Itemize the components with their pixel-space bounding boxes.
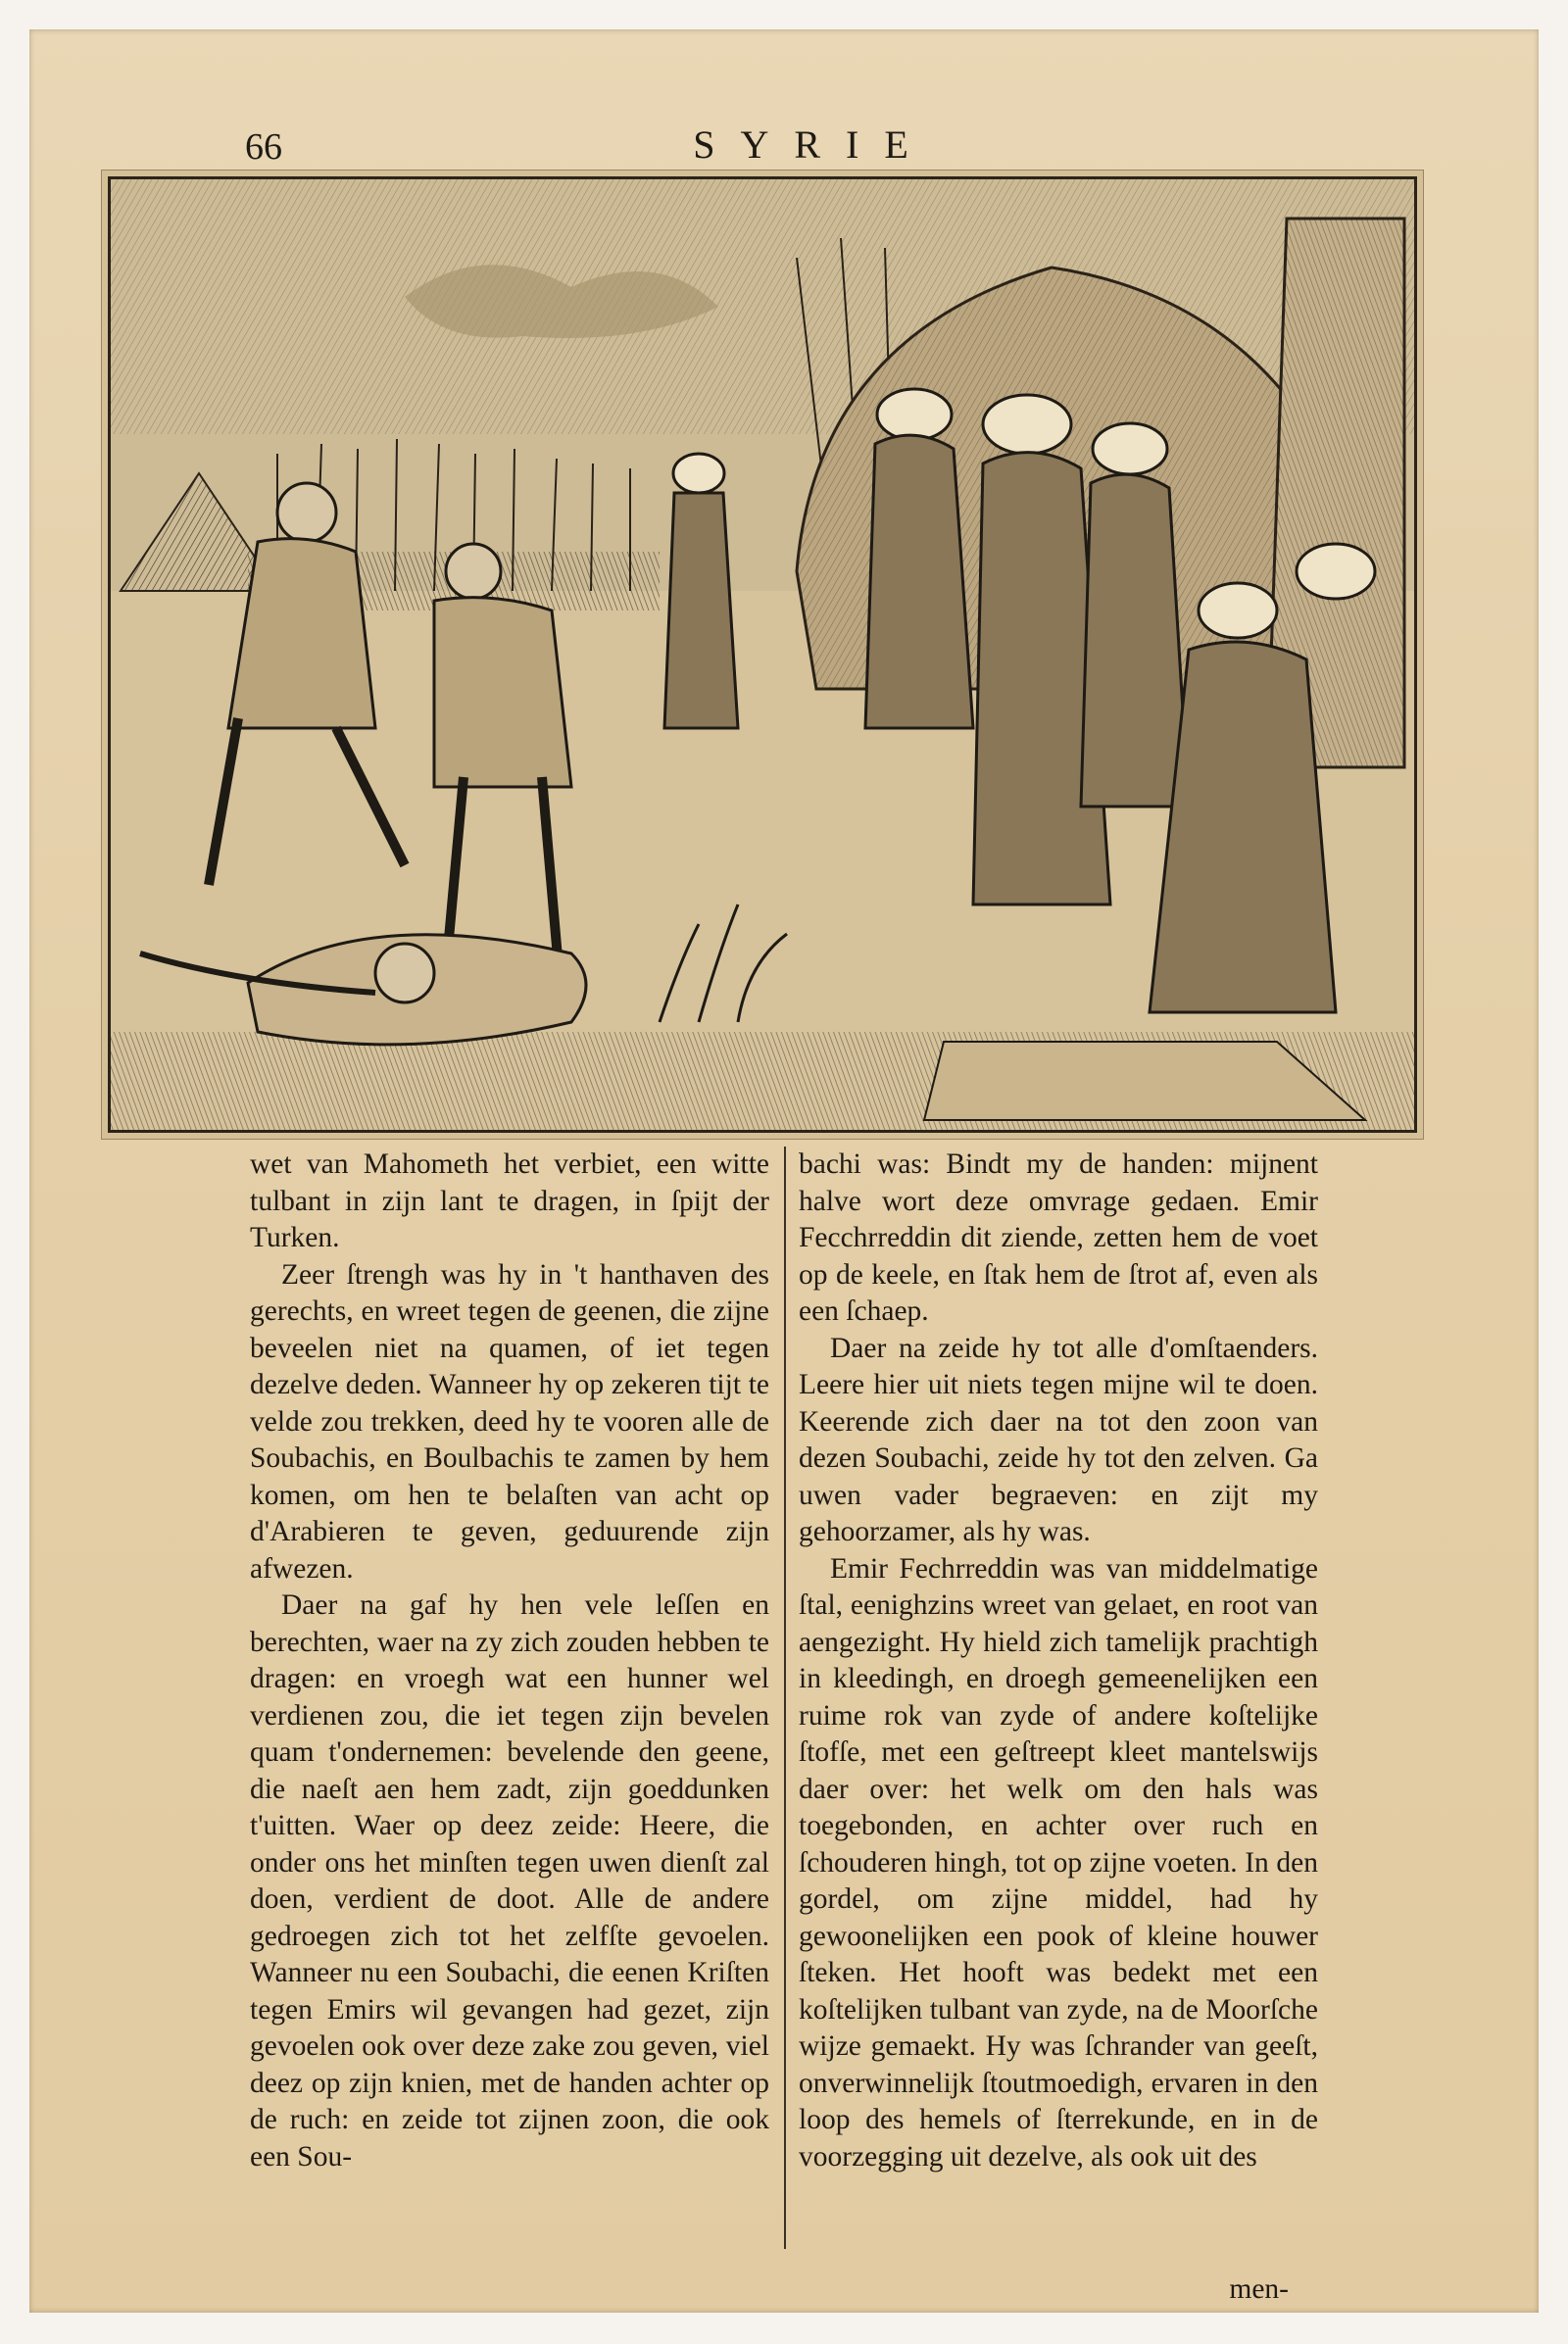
- page-header: [216, 100, 1411, 169]
- column-divider: [784, 1147, 786, 2249]
- column-left: [250, 1147, 769, 2175]
- paragraph: Emir Fechrreddin was van middelmatige ſtal, eenighzins wreet van gelaet, en root van aengezight. Hy hield zich tamelijk prachtigh in kleedingh, en droegh gemeenelijken een ruime rok van zyde of andere koſtelijke ſtofſe, met een geſtreept kleet mantelswijs daer over: het welk om den hals was toegebonden, en achter over ruch en ſchouderen hingh, tot op zijne voeten. In den gordel, om zijne middel, had hy gewoonelijken een pook of kleine houwer ſteken. Het hooft was bedekt met een koſtelijken tulbant van zyde, na de Moorſche wijze gemaekt. Hy was ſchrander van geeſt, onverwinnelijk ſtoutmoedigh, ervaren in den loop des hemels of ſterrekunde, en in de voorzegging uit dezelve, als ook uit des: [799, 1552, 1318, 2173]
- running-title: SYRIE: [693, 122, 934, 167]
- paragraph: bachi was: Bindt my de handen: mijnent halve wort deze omvrage gedaen. Emir Fecchrreddin dit ziende, zetten hem de voet op de keele, en ſtak hem de ſtrot af, even als een ſchaep.: [799, 1148, 1318, 1327]
- book-page: [29, 29, 1539, 2313]
- catchword: men-: [1229, 2273, 1289, 2305]
- engraving-plate: [108, 176, 1417, 1133]
- engraving-illustration: [111, 179, 1414, 1130]
- paragraph: Daer na gaf hy hen vele leſſen en berechten, waer na zy zich zouden hebben te dragen: en vroegh wat een hunner wel verdienen zou, die iet tegen zijn bevelen quam t'ondernemen: bevelende den geene, die naeſt aen hem zadt, zijn goeddunken t'uitten. Waer op deez zeide: Heere, die onder ons het minſten tegen uwen dienſt zal doen, verdient de doot. Alle de andere gedroegen zich tot het zelfſte gevoelen. Wanneer nu een Soubachi, die eenen Kriſten tegen Emirs wil gevangen had gezet, zijn gevoelen ook over deze zake zou geven, viel deez op zijn knien, met de handen achter op de ruch: en zeide tot zijnen zoon, die ook een Sou-: [250, 1589, 769, 2173]
- page-number: 66: [245, 126, 282, 168]
- text-columns: [250, 1147, 1328, 2303]
- paragraph: Daer na zeide hy tot alle d'omſtaenders. Leere hier uit niets tegen mijne wil te doen. Keerende zich daer na tot den zoon van dezen Soubachi, zeide hy tot den zelven. Ga uwen vader begraeven: en zijt my gehoorzamer, als hy was.: [799, 1332, 1318, 1547]
- paragraph: Zeer ſtrengh was hy in 't hanthaven des gerechts, en wreet tegen de geenen, die zijne beveelen niet na quamen, of iet tegen dezelve deden. Wanneer hy op zekeren tijt te velde zou trekken, deed hy te vooren alle de Soubachis, en Boulbachis te zamen by hem komen, om hen te belaſten van acht op d'Arabieren te geven, geduurende zijn afwezen.: [250, 1258, 769, 1585]
- paragraph: wet van Mahometh het verbiet, een witte tulbant in zijn lant te dragen, in ſpijt der Turken.: [250, 1148, 769, 1253]
- column-right: [799, 1147, 1318, 2175]
